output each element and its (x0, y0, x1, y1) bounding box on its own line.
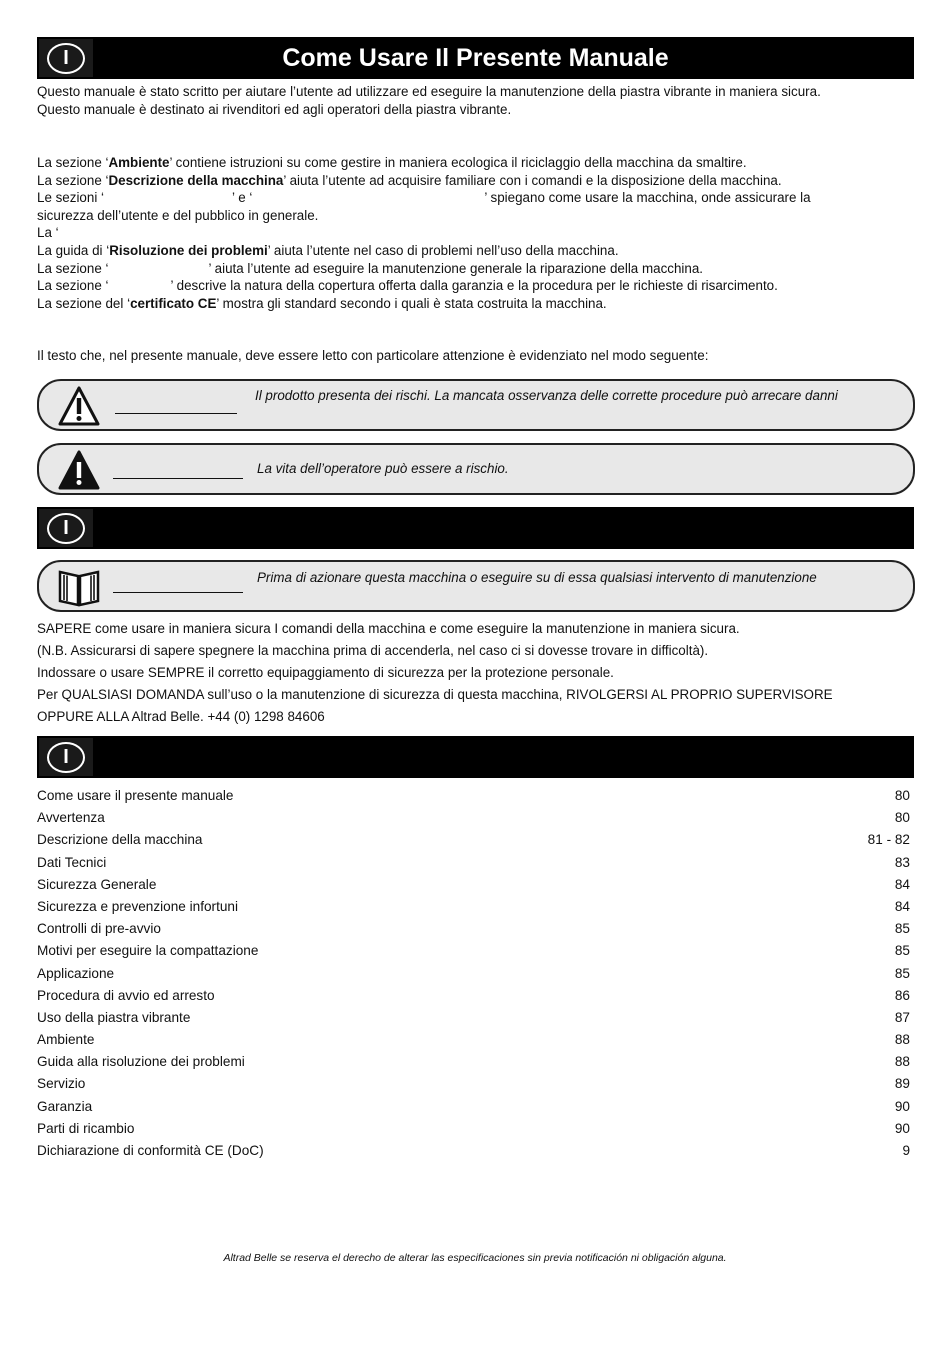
caution-notice (37, 379, 915, 431)
intro-paragraph (37, 83, 917, 118)
toc-row[interactable] (37, 807, 910, 829)
safety-line: SAPERE come usare in maniera sicura I comandi della macchina e come eseguire la manutenzione in maniera sicura. (37, 621, 740, 636)
toc-label: Motivi per eseguire la compattazione (37, 943, 259, 959)
toc-row[interactable] (37, 1073, 910, 1095)
toc-page: 81 - 82 (867, 832, 910, 848)
warning-text: La vita dell’operatore può essere a rischio. (257, 461, 509, 476)
toc-page: 85 (894, 965, 910, 981)
toc-page: 84 (894, 898, 910, 914)
intro-line: Questo manuale è stato scritto per aiutare l’utente ad utilizzare ed eseguire la manutenzione della piastra vibrante in maniera sicura. (37, 84, 821, 99)
section-header-how-to-use (37, 37, 914, 79)
toc-page: 86 (894, 987, 910, 1003)
toc-row[interactable] (37, 1118, 910, 1140)
bold-term: Ambiente (108, 155, 170, 170)
section-header-warning (37, 507, 914, 549)
toc-row[interactable] (37, 918, 910, 940)
toc-row[interactable] (37, 785, 910, 807)
toc-page: 9 (902, 1143, 910, 1158)
bold-term: Risoluzione dei problemi (109, 242, 268, 258)
toc-page: 90 (894, 1120, 910, 1136)
toc-row[interactable] (37, 985, 910, 1007)
toc-label: Procedura di avvio ed arresto (37, 987, 215, 1003)
toc-label: Uso della piastra vibrante (37, 1009, 191, 1025)
language-badge-letter: I (47, 742, 85, 773)
caution-text: Il prodotto presenta dei rischi. La mancata osservanza delle corrette procedure può arrecare danni (255, 388, 838, 403)
text: ’ e ‘ (232, 190, 253, 206)
text: ’ descrive la natura della copertura offerta dalla garanzia e la procedura per le richieste di risarcimento. (170, 278, 778, 294)
intro-line: Questo manuale è destinato ai rivenditori ed agli operatori della piastra vibrante. (37, 101, 512, 117)
section-line-garanzia (37, 277, 917, 295)
section-line: sicurezza dell’utente e del pubblico in generale. (37, 207, 319, 223)
open-book-icon (57, 566, 101, 608)
toc-page: 87 (894, 1009, 910, 1025)
toc-page: 88 (894, 1032, 910, 1048)
safety-line: OPPURE ALLA Altrad Belle. +44 (0) 1298 84606 (37, 709, 325, 724)
warning-notice (37, 443, 915, 495)
toc-row[interactable] (37, 1140, 910, 1162)
toc-row[interactable] (37, 852, 910, 874)
safety-line: Per QUALSIASI DOMANDA sull’uso o la manutenzione di sicurezza di questa macchina, RIVOLGERSI AL PROPRIO SUPERVISORE (37, 687, 833, 702)
text: ’ aiuta l’utente ad eseguire la manutenzione generale la riparazione della macchina. (208, 260, 704, 276)
text: ’ aiuta l’utente ad acquisire familiare con i comandi e la disposizione della macchina. (283, 172, 782, 188)
toc-page: 83 (894, 854, 910, 870)
toc-page: 80 (894, 788, 910, 803)
text: La sezione ‘ (37, 172, 109, 188)
manual-text: Prima di azionare questa macchina o eseguire su di essa qualsiasi intervento di manutenzione (257, 570, 817, 585)
page-title: Come Usare Il Presente Manuale (282, 44, 669, 72)
caution-label-line (115, 413, 237, 414)
toc-label: Controlli di pre-avvio (37, 921, 161, 937)
toc-label: Guida alla risoluzione dei problemi (37, 1054, 245, 1070)
text: ’ aiuta l’utente nel caso di problemi nell’uso della macchina. (267, 242, 619, 258)
text: ’ mostra gli standard secondo i quali è stata costruita la macchina. (216, 295, 607, 311)
language-badge (39, 39, 93, 77)
toc-row[interactable] (37, 1051, 910, 1073)
safety-paragraph (37, 618, 917, 728)
section-line: La ‘ (37, 225, 59, 241)
language-badge-letter: I (47, 43, 85, 74)
footer-disclaimer: Altrad Belle se reserva el derecho de alterar las especificaciones sin previa notificación ni obligación alguna. (223, 1252, 727, 1264)
toc-label: Servizio (37, 1076, 86, 1092)
warning-label-line (113, 478, 243, 479)
toc-row[interactable] (37, 1007, 910, 1029)
text: ’ contiene istruzioni su come gestire in maniera ecologica il riciclaggio della macchina da smaltire. (169, 155, 747, 170)
toc-label: Sicurezza e prevenzione infortuni (37, 898, 238, 914)
text: La sezione del ‘ (37, 295, 131, 311)
toc-label: Parti di ricambio (37, 1120, 135, 1136)
section-line-ce (37, 295, 917, 313)
text: La guida di ‘ (37, 242, 110, 258)
toc-page: 84 (894, 876, 910, 892)
toc-row[interactable] (37, 963, 910, 985)
toc-row[interactable] (37, 896, 910, 918)
toc-page: 90 (894, 1098, 910, 1114)
language-badge (39, 509, 93, 547)
manual-label-line (113, 592, 243, 593)
warning-triangle-icon (57, 449, 101, 491)
toc-label: Applicazione (37, 965, 115, 981)
toc-row[interactable] (37, 829, 910, 851)
toc-page: 80 (894, 810, 910, 826)
bold-term: Descrizione della macchina (108, 172, 284, 188)
toc-label: Dati Tecnici (37, 854, 107, 870)
attention-line: Il testo che, nel presente manuale, deve essere letto con particolare attenzione è evidenziato nel modo seguente: (37, 348, 709, 363)
toc-label: Sicurezza Generale (37, 876, 157, 892)
manual-notice (37, 560, 915, 612)
text: Le sezioni ‘ (37, 190, 104, 206)
toc-row[interactable] (37, 874, 910, 896)
section-line-sezioni (37, 189, 917, 207)
toc-page: 89 (894, 1076, 910, 1092)
bold-term: certificato CE (130, 295, 217, 311)
toc-label: Avvertenza (37, 810, 105, 826)
toc-label: Dichiarazione di conformità CE (DoC) (37, 1143, 264, 1158)
section-line-descrizione (37, 172, 917, 190)
text: La sezione ‘ (37, 278, 109, 294)
toc-label: Descrizione della macchina (37, 832, 203, 848)
safety-line: (N.B. Assicurarsi di sapere spegnere la macchina prima di accenderla, nel caso ci si dovesse trovare in difficoltà). (37, 643, 709, 658)
toc-page: 85 (894, 943, 910, 959)
text: La sezione ‘ (37, 260, 109, 276)
toc-page: 85 (894, 921, 910, 937)
toc-row[interactable] (37, 1029, 910, 1051)
toc-label: Come usare il presente manuale (37, 788, 234, 803)
section-line-risoluzione (37, 242, 917, 260)
text: ’ spiegano come usare la macchina, onde assicurare la (484, 190, 811, 206)
language-badge (39, 738, 93, 776)
toc-row[interactable] (37, 1096, 910, 1118)
toc-row[interactable] (37, 940, 910, 962)
caution-triangle-icon (57, 385, 101, 427)
section-header-contents (37, 736, 914, 778)
section-line-ambiente (37, 154, 917, 172)
safety-line: Indossare o usare SEMPRE il corretto equipaggiamento di sicurezza per la protezione personale. (37, 665, 614, 680)
toc-page: 88 (894, 1054, 910, 1070)
toc-label: Garanzia (37, 1098, 93, 1114)
text: La sezione ‘ (37, 155, 109, 170)
toc-label: Ambiente (37, 1032, 95, 1048)
sections-paragraph (37, 154, 917, 312)
language-badge-letter: I (47, 513, 85, 544)
section-line-servizio (37, 260, 917, 278)
table-of-contents (37, 785, 910, 1162)
